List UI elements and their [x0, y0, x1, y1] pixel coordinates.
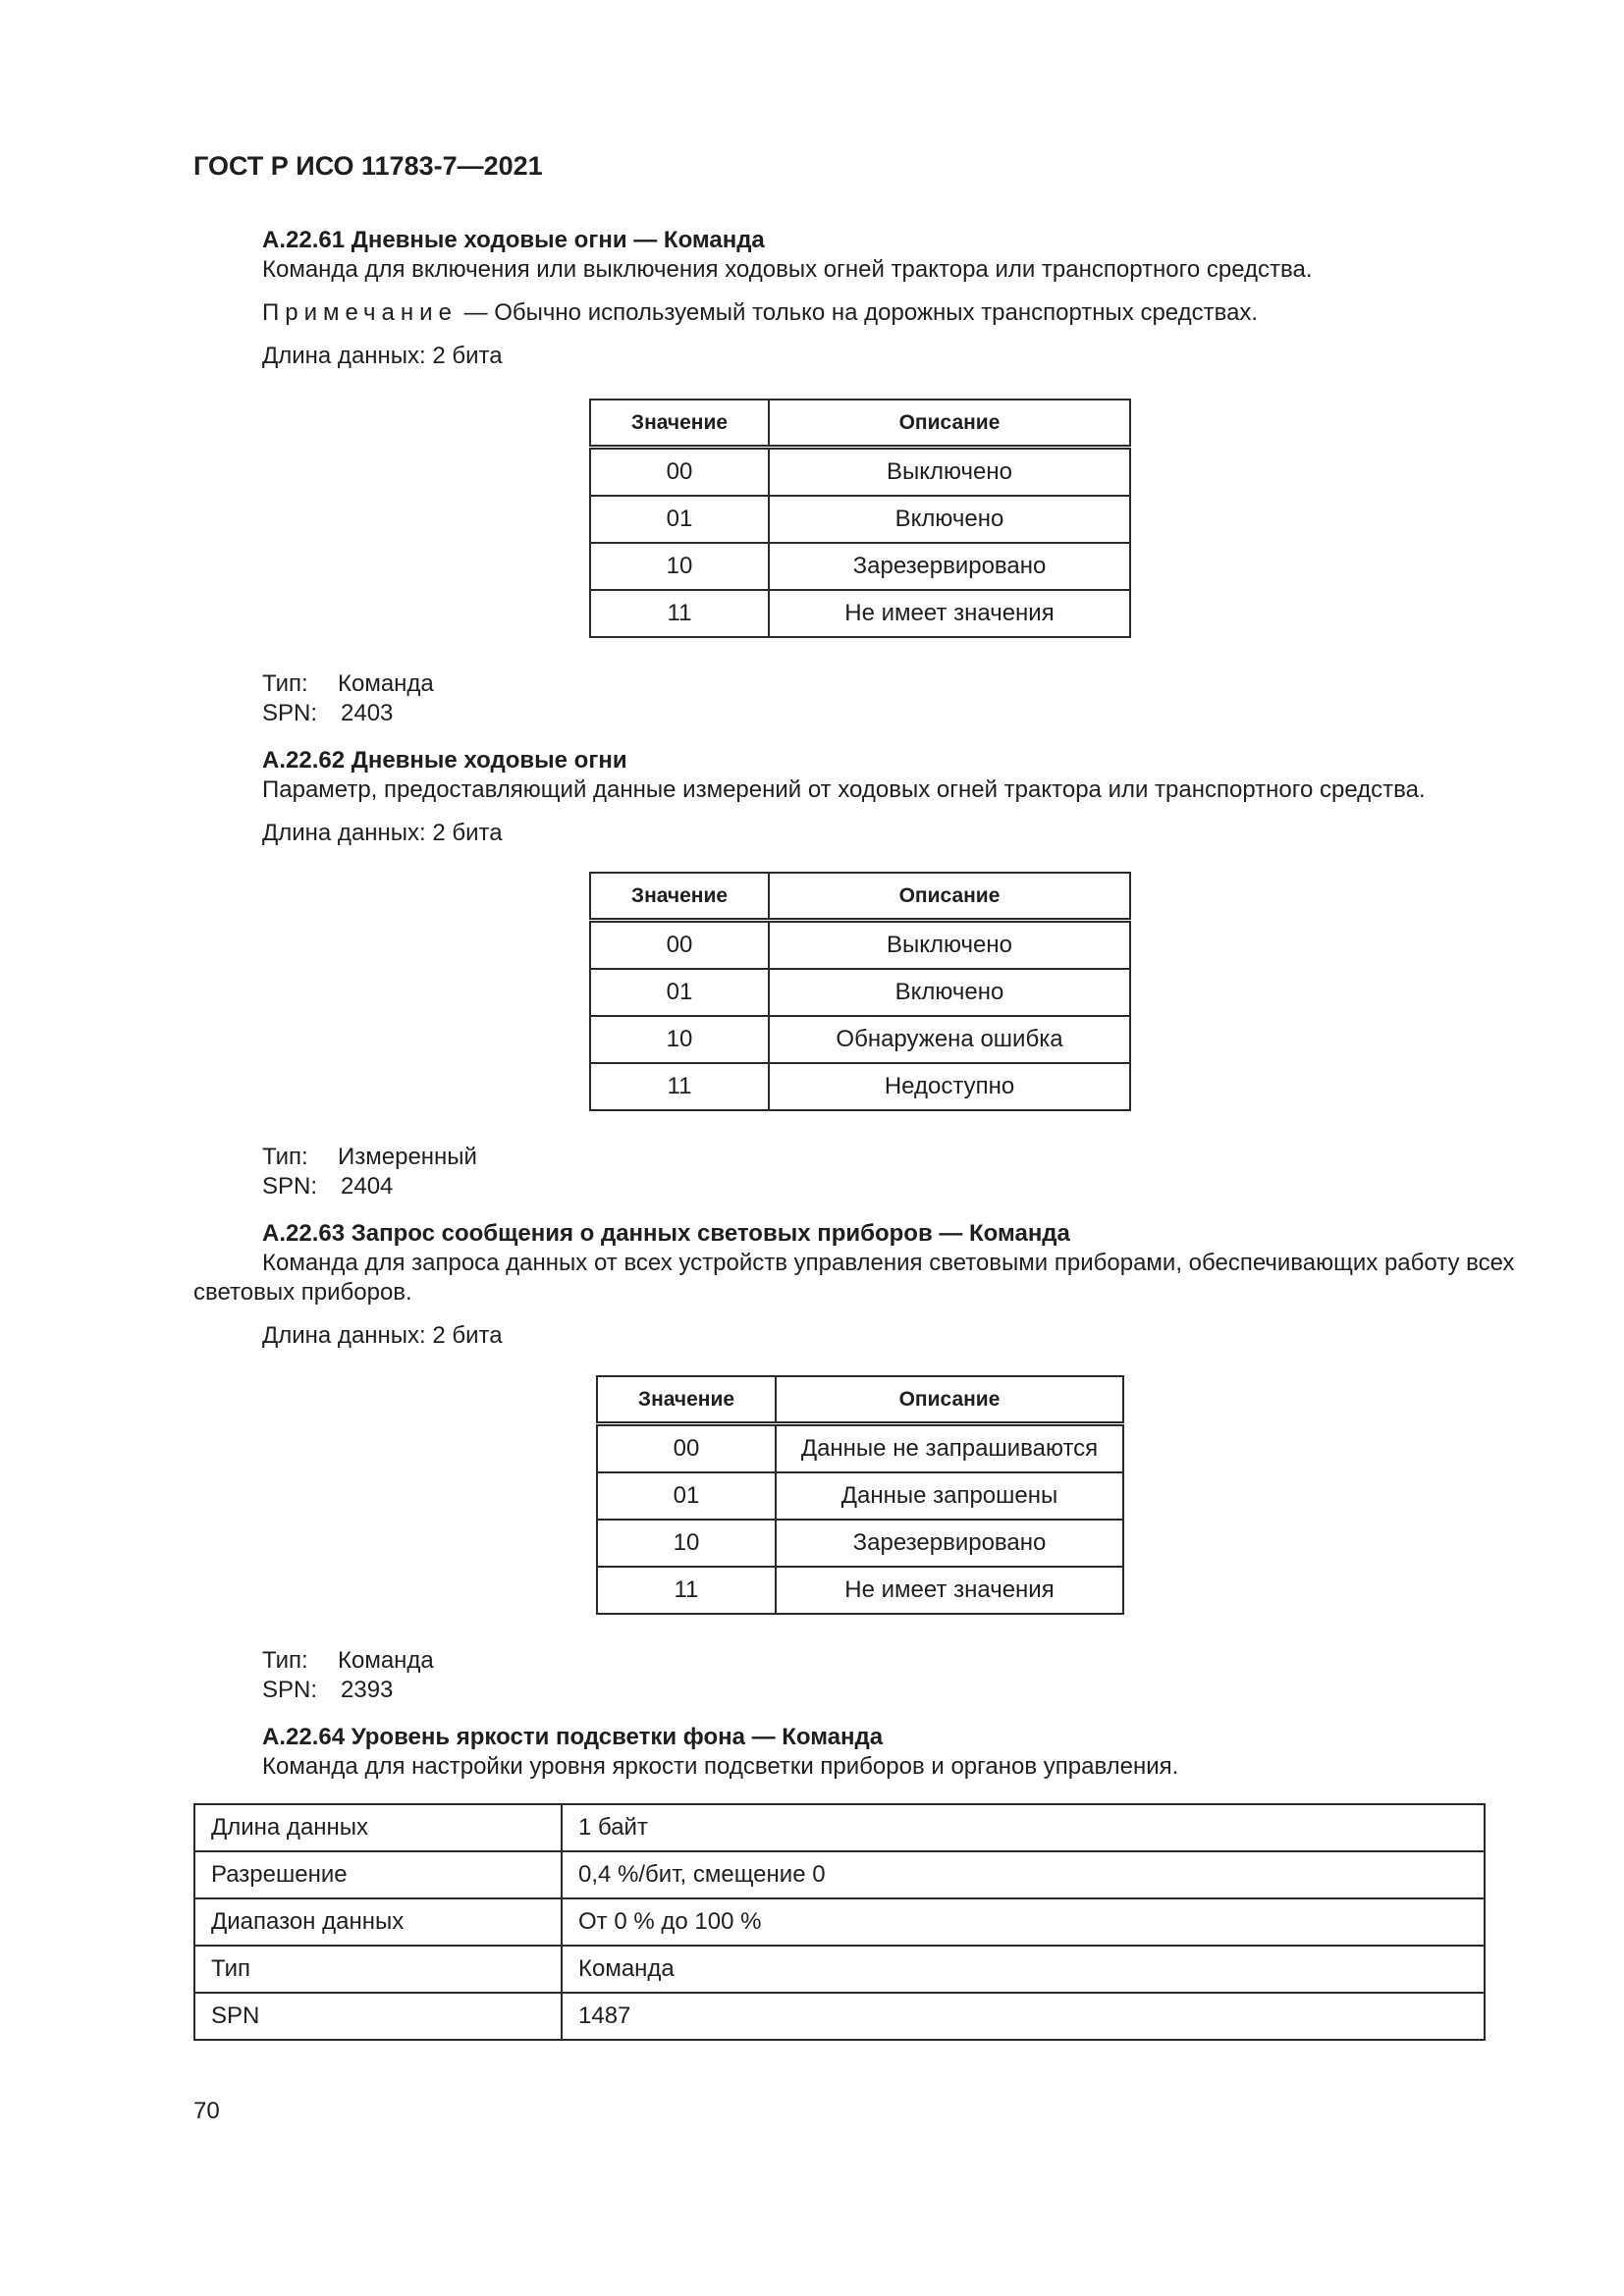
type-row	[193, 1143, 1529, 1172]
table-row	[194, 1804, 1485, 1851]
cell-value: 11	[590, 590, 769, 637]
type-value: Измеренный	[338, 1144, 477, 1170]
section-description: Команда для включения или выключения ходовых огней трактора или транспортного средства.	[262, 256, 1313, 283]
table-row	[194, 1898, 1485, 1946]
param-label: SPN	[194, 1993, 562, 2040]
column-header-value: Значение	[590, 873, 769, 921]
cell-description: Включено	[769, 496, 1130, 543]
section-heading: А.22.63 Запрос сообщения о данных световых приборов — Команда	[262, 1220, 1070, 1247]
table-row	[597, 1472, 1123, 1520]
type-row	[193, 1646, 1529, 1676]
section-meta-a22-63	[193, 1646, 1529, 1705]
section-a22-62	[193, 746, 1529, 848]
spn-label: SPN:	[262, 700, 318, 726]
table-row	[590, 448, 1130, 497]
section-note	[193, 298, 1529, 328]
cell-value: 01	[597, 1472, 776, 1520]
table-row	[590, 969, 1130, 1016]
cell-description: Зарезервировано	[776, 1520, 1123, 1567]
section-description: Команда для запроса данных от всех устройств управления световыми приборами, обеспечивающих работу всех световых приборов.	[193, 1250, 1515, 1306]
param-label: Диапазон данных	[194, 1898, 562, 1946]
section-meta-a22-62	[193, 1143, 1529, 1201]
section-a22-63	[193, 1219, 1529, 1351]
cell-value: 11	[590, 1063, 769, 1110]
type-label: Тип:	[262, 670, 308, 697]
values-table-a22-63	[596, 1375, 1124, 1615]
spn-value: 2403	[341, 700, 394, 726]
cell-value: 00	[590, 448, 769, 497]
param-value: От 0 % до 100 %	[562, 1898, 1485, 1946]
cell-value: 10	[590, 543, 769, 590]
cell-description: Данные запрошены	[776, 1472, 1123, 1520]
section-description: Команда для настройки уровня яркости подсветки приборов и органов управления.	[262, 1753, 1179, 1780]
cell-value: 10	[590, 1016, 769, 1063]
param-label: Разрешение	[194, 1851, 562, 1898]
table-header-row	[590, 873, 1130, 921]
type-value: Команда	[338, 1647, 434, 1674]
note-label: Примечание	[262, 299, 458, 326]
cell-description: Включено	[769, 969, 1130, 1016]
section-heading: А.22.64 Уровень яркости подсветки фона — Команда	[262, 1724, 884, 1750]
spn-value: 2404	[341, 1173, 394, 1200]
type-value: Команда	[338, 670, 434, 697]
values-table-a22-61	[589, 399, 1131, 638]
cell-value: 10	[597, 1520, 776, 1567]
spn-row	[193, 699, 1529, 728]
column-header-value: Значение	[597, 1376, 776, 1424]
spn-row	[193, 1172, 1529, 1201]
section-heading: А.22.61 Дневные ходовые огни — Команда	[262, 227, 765, 253]
param-label: Тип	[194, 1946, 562, 1993]
data-length: Длина данных: 2 бита	[262, 343, 503, 369]
spn-value: 2393	[341, 1677, 394, 1703]
column-header-value: Значение	[590, 400, 769, 448]
data-length: Длина данных: 2 бита	[262, 1322, 503, 1349]
page-number: 70	[193, 2098, 220, 2124]
parameters-table-a22-64	[193, 1803, 1486, 2041]
type-row	[193, 669, 1529, 699]
cell-description: Обнаружена ошибка	[769, 1016, 1130, 1063]
values-table-a22-62	[589, 872, 1131, 1111]
section-description: Параметр, предоставляющий данные измерений от ходовых огней трактора или транспортного средства.	[262, 776, 1426, 803]
cell-description: Данные не запрашиваются	[776, 1424, 1123, 1473]
table-row	[590, 496, 1130, 543]
param-value: Команда	[562, 1946, 1485, 1993]
spn-label: SPN:	[262, 1173, 318, 1200]
cell-value: 00	[597, 1424, 776, 1473]
section-a22-64	[193, 1723, 1529, 1782]
cell-description: Не имеет значения	[769, 590, 1130, 637]
table-header-row	[597, 1376, 1123, 1424]
type-label: Тип:	[262, 1144, 308, 1170]
spn-row	[193, 1676, 1529, 1705]
column-header-description: Описание	[776, 1376, 1123, 1424]
cell-value: 00	[590, 921, 769, 970]
cell-value: 01	[590, 496, 769, 543]
section-a22-61	[193, 226, 1529, 371]
table-row	[597, 1567, 1123, 1614]
table-row	[590, 921, 1130, 970]
table-row	[597, 1520, 1123, 1567]
section-heading: А.22.62 Дневные ходовые огни	[262, 747, 627, 774]
section-meta-a22-61	[193, 669, 1529, 728]
param-value: 1487	[562, 1993, 1485, 2040]
cell-description: Выключено	[769, 448, 1130, 497]
cell-description: Выключено	[769, 921, 1130, 970]
table-row	[590, 1016, 1130, 1063]
cell-value: 11	[597, 1567, 776, 1614]
table-row	[590, 543, 1130, 590]
data-length: Длина данных: 2 бита	[262, 820, 503, 846]
table-row	[590, 1063, 1130, 1110]
spn-label: SPN:	[262, 1677, 318, 1703]
table-row	[590, 590, 1130, 637]
table-row	[194, 1851, 1485, 1898]
table-row	[597, 1424, 1123, 1473]
param-label: Длина данных	[194, 1804, 562, 1851]
type-label: Тип:	[262, 1647, 308, 1674]
table-row	[194, 1946, 1485, 1993]
table-row	[194, 1993, 1485, 2040]
cell-value: 01	[590, 969, 769, 1016]
cell-description: Не имеет значения	[776, 1567, 1123, 1614]
cell-description: Недоступно	[769, 1063, 1130, 1110]
param-value: 1 байт	[562, 1804, 1485, 1851]
note-text: — Обычно используемый только на дорожных транспортных средствах.	[457, 299, 1259, 326]
param-value: 0,4 %/бит, смещение 0	[562, 1851, 1485, 1898]
cell-description: Зарезервировано	[769, 543, 1130, 590]
column-header-description: Описание	[769, 873, 1130, 921]
table-header-row	[590, 400, 1130, 448]
document-header: ГОСТ Р ИСО 11783-7—2021	[193, 151, 543, 181]
column-header-description: Описание	[769, 400, 1130, 448]
